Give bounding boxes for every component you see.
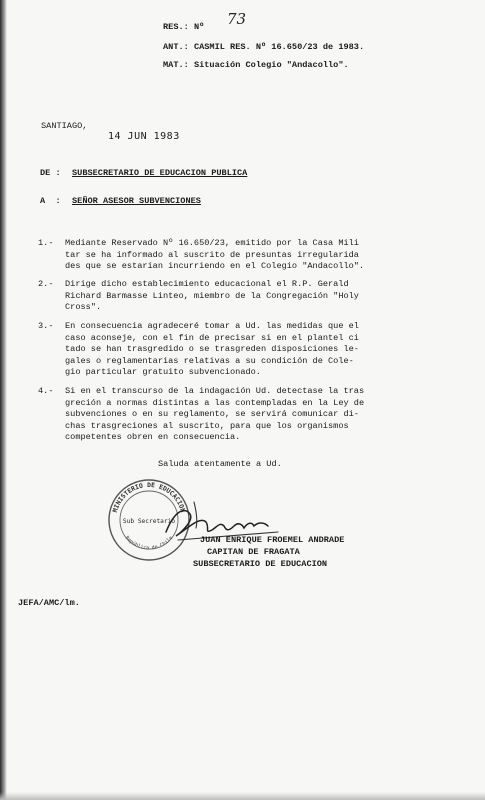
paragraph-line: gio particular gratuito subvencionado.	[65, 367, 261, 377]
paragraph-line: greción a normas distintas a las contempladas en la Ley de	[65, 397, 365, 408]
paragraph-line: Dirige dicho establecimiento educacional el R.P. Gerald	[65, 279, 349, 289]
signatory-name: JUAN ENRIQUE FROEMEL ANDRADE	[200, 535, 345, 545]
reference-initials: JEFA/AMC/lm.	[18, 598, 80, 608]
from-value: SUBSECRETARIO DE EDUCACION PUBLICA	[72, 168, 248, 178]
paragraph-line: gales o reglamentarias relativas a su condición de Cole-	[65, 355, 354, 366]
paragraph-number: 3.-	[38, 321, 54, 331]
signatory-title: SUBSECRETARIO DE EDUCACION	[193, 559, 328, 569]
paragraph-line: Mediante Reservado Nº 16.650/23, emitido por la Casa Mili	[65, 238, 359, 248]
paragraph-number: 1.-	[38, 238, 54, 248]
paragraph-line: competentes obren en consecuencia.	[65, 432, 241, 442]
paragraph-number: 2.-	[38, 279, 54, 289]
paragraph-line: tar se ha informado al suscrito de presuntas irregularida	[65, 249, 359, 260]
paragraph-line: Richard Barmasse Linteo, miembro de la Congregación "Holy	[65, 290, 359, 301]
salutation: Saluda atentamente a Ud.	[158, 459, 282, 469]
res-label: RES.: Nº	[163, 22, 205, 32]
to-value: SEÑOR ASESOR SUBVENCIONES	[72, 196, 201, 206]
mat-line: MAT.: Situación Colegio "Andacollo".	[163, 60, 349, 70]
ant-line: ANT.: CASMIL RES. Nº 16.650/23 de 1983.	[163, 42, 365, 52]
place: SANTIAGO,	[41, 121, 88, 131]
paragraph-line: chas trasgreciones al suscrito, para que los organismos	[65, 420, 349, 431]
scan-bottom-shadow	[0, 792, 485, 800]
seal-ring-text: MINISTERIO DE EDUCACION	[110, 481, 188, 514]
to-label: A :	[40, 196, 61, 206]
paragraph-line: Cross".	[65, 302, 102, 312]
paragraph-line: tado se han trasgredido o se trasgreden disposiciones le-	[65, 344, 359, 354]
paragraph-line: des que se estarían incurriendo en el Colegio "Andacollo".	[65, 261, 365, 271]
res-number-handwritten: 73	[227, 10, 247, 28]
paragraph-line: En consecuencia agradeceré tomar a Ud. las medidas que el	[65, 321, 359, 331]
seal-center-text: Sub Secretario	[122, 518, 176, 525]
paragraph-line: caso aconseje, con el fin de precisar si en el plantel ci	[65, 332, 359, 343]
paragraph-number: 4.-	[38, 386, 54, 396]
paragraph-line: subvenciones o en su reglamento, se servirá comunicar di-	[65, 409, 359, 419]
from-label: DE :	[40, 168, 61, 178]
scan-edge-shadow	[0, 0, 7, 800]
signatory-rank: CAPITAN DE FRAGATA	[207, 547, 300, 557]
date-stamp: 14 JUN 1983	[108, 131, 180, 142]
seal-bottom-text: República de Chile	[123, 535, 175, 552]
paragraph-line: Si en el transcurso de la indagación Ud. detectase la tras	[65, 386, 365, 396]
